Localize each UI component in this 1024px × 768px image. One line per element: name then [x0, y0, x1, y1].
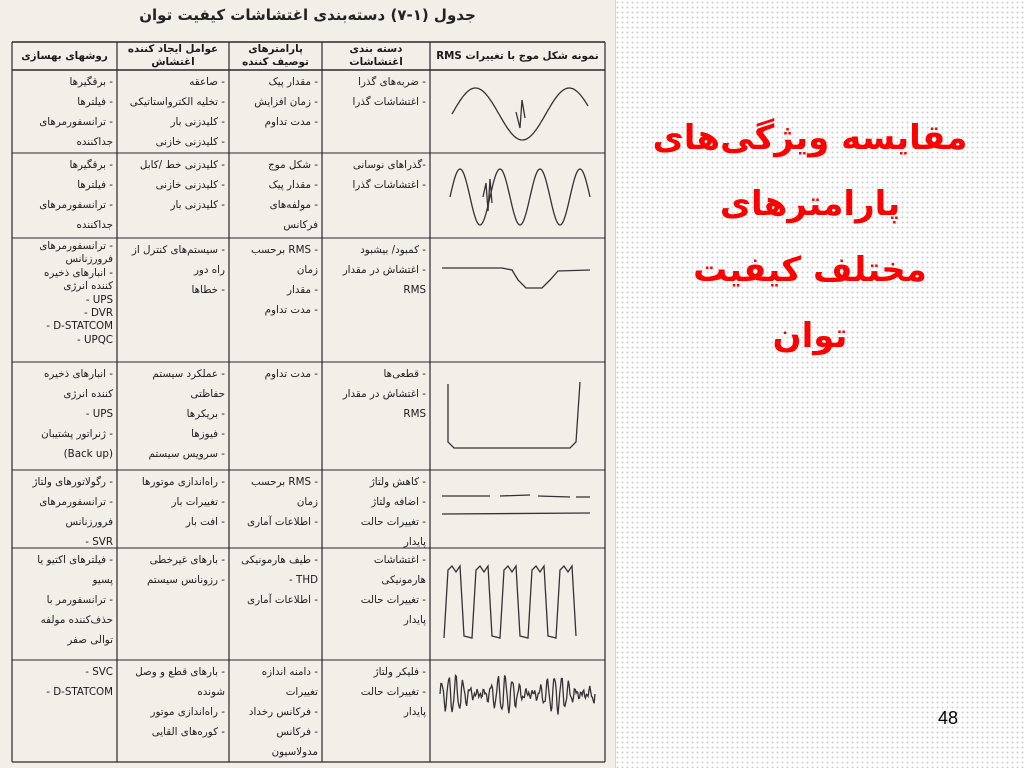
causes-cell: - کلیدزنی خط /کابل - کلیدزنی خازنی - کلیدزنی بار	[139, 159, 225, 211]
parameters-cell: - RMS برحسب زمان - مقدار - مدت تداوم	[250, 244, 318, 316]
category-cell: - کاهش ولتاژ - اضافه ولتاژ - تغییرات حالت پایدار	[360, 476, 426, 548]
parameters-cell: - مدت تداوم	[264, 368, 318, 380]
heading-line-3: مختلف کیفیت	[693, 250, 927, 290]
impulsive-transient-waveform-icon	[430, 70, 605, 153]
parameters-cell: - مقدار پیک - زمان افزایش - مدت تداوم	[254, 76, 318, 128]
category-cell: - ضربه‌های گذرا - اغتشاشات گذرا	[352, 76, 426, 108]
causes-cell: - سیستم‌های کنترل از راه دور - خطاها	[131, 244, 225, 296]
oscillatory-transient-waveform-icon	[430, 153, 605, 238]
parameters-cell: - شکل موج - مقدار پیک - مولفه‌های فرکانس	[268, 159, 318, 231]
harmonic-distortion-waveform-icon	[430, 548, 605, 660]
slide-heading	[625, 105, 995, 369]
heading-line-1: مقایسه ویژگی‌های	[652, 118, 968, 158]
column-header: روشهای بهسازی	[21, 49, 108, 62]
causes-cell: - صاعقه - تخلیه الکترواستاتیکی - کلیدزنی بار - کلیدزنی خازنی	[129, 76, 225, 148]
heading-line-4: توان	[772, 316, 848, 356]
parameters-cell: - RMS برحسب زمان - اطلاعات آماری	[247, 476, 318, 528]
category-cell: - فلیکر ولتاژ - تغییرات حالت پایدار	[360, 666, 426, 718]
mitigation-cell: SVC - D-STATCOM -	[46, 666, 113, 698]
heading-line-2: پارامترهای	[719, 184, 901, 224]
column-header: دسته بندی اغتشاشات	[349, 43, 403, 68]
column-header: عوامل ایجاد کننده اغتشاش	[127, 43, 219, 68]
mitigation-cell: - فیلترهای اکتیو یا پسیو - ترانسفورمر با حذف‌کننده مولفه توالی صفر	[37, 554, 113, 646]
table-title: جدول (۱-۷) دسته‌بندی اغتشاشات کیفیت توان	[139, 6, 476, 24]
slide-number: 48	[938, 708, 959, 728]
category-cell: -گذراهای نوسانی - اغتشاشات گذرا	[352, 159, 426, 191]
parameters-cell: - دامنه اندازه تغییرات - فرکانس رخداد - فرکانس مدولاسیون	[248, 666, 318, 758]
causes-cell: - عملکرد سیستم حفاظتی - بریکرها - فیوزها - سرویس سیستم	[148, 368, 225, 460]
causes-cell: - راه‌اندازی موتورها - تغییرات بار - افت بار	[141, 476, 225, 528]
parameters-cell: - طیف هارمونیکی THD - - اطلاعات آماری	[241, 554, 318, 606]
mitigation-cell: - ترانسفورمرهای فرورزنانس - انبارهای ذخیره کننده انرژی UPS - DVR - D-STATCOM - UPQC -	[39, 240, 113, 346]
mitigation-cell: - انبارهای ذخیره کننده انرژی UPS - - ژنراتور پشتیبان (Back up)	[41, 368, 113, 460]
category-cell: - کمبود/ بیشبود - اغتشاش در مقدار RMS	[342, 244, 426, 296]
causes-cell: - بارهای غیرخطی - رزونانس سیستم	[146, 554, 225, 586]
causes-cell: - بارهای قطع و وصل شونده - راه‌اندازی موتور - کوره‌های القایی	[135, 666, 225, 738]
steady-state-variation-waveform-icon	[430, 470, 605, 548]
voltage-flicker-waveform-icon	[430, 660, 605, 762]
column-header: نمونه شکل موج با تغییرات RMS	[436, 49, 599, 62]
column-header: پارامترهای توصیف کننده	[242, 43, 309, 68]
category-cell: - قطعی‌ها - اغتشاش در مقدار RMS	[342, 368, 426, 420]
interruption-waveform-icon	[430, 362, 605, 470]
mitigation-cell: - برقگیرها - فیلترها - ترانسفورمرهای جداکننده	[39, 76, 113, 148]
category-cell: - اغتشاشات هارمونیکی - تغییرات حالت پایدار	[360, 554, 426, 626]
mitigation-cell: - برقگیرها - فیلترها - ترانسفورمرهای جداکننده	[39, 159, 113, 231]
voltage-sag-waveform-icon	[430, 238, 605, 362]
mitigation-cell: - رگولاتورهای ولتاژ - ترانسفورمرهای فرورزنانس SVR -	[32, 476, 113, 548]
